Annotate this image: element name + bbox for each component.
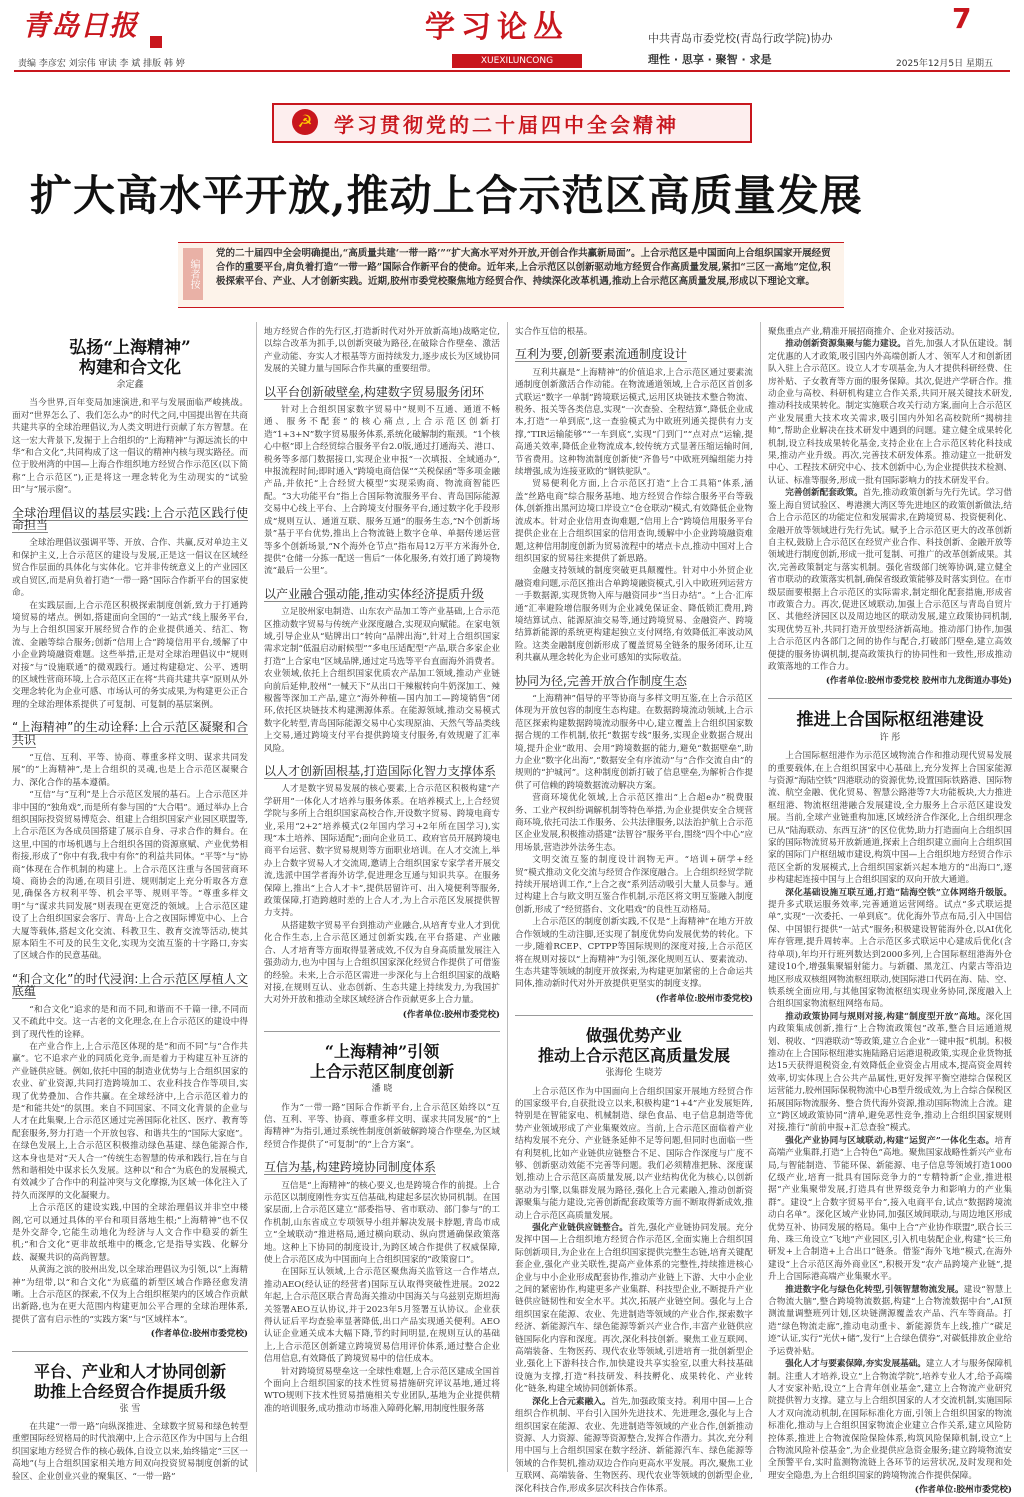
inline-heading: 完善创新配套政策。 (785, 488, 863, 499)
paragraph: 作为“一带一路”国际合作新平台,上合示范区始终以“互信、互利、平等、协商、尊重多样文明、谋求共同发展”的“上海精神”为指引,通过系统性制度创新破解跨境合作壁垒,为区域经贸合作提供了“可复制”的“上合方案”。 (264, 1102, 500, 1150)
column-motto: 理性 · 思享 · 聚智 · 求是 (648, 53, 772, 66)
page-number: 7 (952, 2, 972, 35)
column-1 (12, 338, 248, 1482)
paragraph: “和合文化”追求的是和而不同,和谐而不千篇一律,不同而又不疏此中交。这一古老的文化理念,在上合示范区的建设中得到了现代性的诠释。 (12, 1004, 248, 1040)
section-subtitle: 以平台创新破壁垒,构建数字贸易服务闭环 (264, 384, 484, 399)
author-affiliation: (作者单位:胶州市委党校) (655, 993, 753, 1004)
author-affiliation: (作者单位:胶州市委党校) (150, 1329, 248, 1340)
inline-heading: 强化产业协同与区域联动,构建“运贸产”一体化生态。 (785, 1135, 995, 1146)
paragraph: 推动创新资源集聚与能力建设。首先,加强人才队伍建设。制定优惠的人才政策,吸引国内外高端创新人才、领军人才和创新团队入驻上合示范区。设立人才专项基金,为人才提供科研经费、住房补贴、子女教育等方面的服务保障。其次,促进产学研合作。推动企业与高校、科研机构建立合作关系,共同开展关键技术研发,推动科技成果转化。制定实施联合攻关行动方案,面向上合示范区产业发展重大技术攻关需求,吸引国内外知名高校院所“揭榜挂帅”,帮助企业解决在技术研发中遇到的问题。建立健全成果转化机制,设立科技成果转化基金,支持企业在上合示范区转化科技成果,推动产业升级。再次,完善技术研发体系。推动建立一批研发中心、工程技术研究中心、技术创新中心,为企业提供技术检测、认证、标准等服务,形成一批有国际影响力的技术研发平台。 (768, 339, 1012, 486)
paragraph: 在产业合作上,上合示范区体现的是“和而不同”与“合作共赢”。它不追求产业的同质化竞争,而是着力于构建互补互济的产业链供应链。例如,依托中国的制造业优势与上合组织国家的农业、矿业资源,共同打造跨境加工、农业科技合作等项目,实现了优势叠加、合作共赢。在全球经济中,上合示范区着力的是“和能共处”的氛围。来自不同国家、不同文化背景的企业与人才在此集聚,上合示范区通过完善国际化社区、医疗、教育等配套服务,努力打造一个开放包容、和谐共生的“国际大家庭”。在绿色发展上,上合示范区积极推动绿色基建、绿色能源合作,这本身也是对“天人合一”传统生态智慧的传承和践行,旨在与自然和谐相处中谋求长久发展。这种以“和合”为底色的发展模式,有效减少了合作中的利益冲突与文化摩擦,为区域一体化注入了持久而深厚的文化凝聚力。 (12, 1041, 248, 1201)
paragraph: “互信、互利、平等、协商、尊重多样文明、谋求共同发展”的“上海精神”,是上合组织的灵魂,也是上合示范区凝聚合力、深化合作的基本遵循。 (12, 752, 248, 788)
paragraph: 金融支持领域的制度突破更具颠覆性。针对中小外贸企业融资难问题,示范区推出合单跨境融资模式,引入中欧班列运营方一手数据源,实现货物入库与融资同步“当日办结”。“上合·汇库通”汇率避险增信服务则为企业减免保证金、降低锁汇费用,跨境结算试点、能源原油交易等,通过跨境贸易、金融资产、跨境结算新能源的系统更构建起独立支付网络,有效降低汇率波动风险。这类金融制度创新形成了覆盖贸易全链条的服务闭环,让互利共赢从理念转化为企业可感知的实际收益。 (515, 566, 753, 664)
inline-heading: 推动创新资源集聚与能力建设。 (785, 339, 906, 350)
section-subtitle: 全球治理倡议的基层实践:上合示范区践行使命担当 (12, 505, 248, 533)
paragraph: 完善创新配套政策。首先,推动政策创新与先行先试。学习借鉴上海自贸试验区、粤港澳大湾区等先进地区的政策创新做法,结合上合示范区的功能定位和发展需求,在跨境贸易、投资便利化、金融开放等领域进行先行先试。赋予上合示范区更大的改革创新自主权,鼓励上合示范区在经贸产业合作、科技创新、金融开放等领域进行制度创新,形成一批可复制、可推广的改革创新成果。其次,完善政策制定与落实机制。强化省级部门统筹协调,建立健全省市联动的政策落实机制,确保省级政策能够及时落实到位。在市级层面要根据上合示范区的实际需求,制定细化配套措施,形成省市政策合力。再次,促进区域联动,加强上合示范区与青岛自贸片区、其他经济园区以及周边地区的联动发展,建立政策协同机制,实现优势互补,共同打造开放型经济新高地。推动部门协作,加强上合示范区内各部门之间的协作与配合,打破部门壁垒,建立高效便捷的服务协调机制,提高政策执行的协同性和一致性,形成推动政策落地的工作合力。 (768, 488, 1012, 672)
masthead (0, 0, 1024, 70)
paragraph: 实合作互信的根基。 (515, 327, 593, 337)
section-subtitle: “和合文化”的时代浸润:上合示范区厚植人文底蕴 (12, 971, 248, 999)
section-subtitle: 互信为基,构建跨境协同制度体系 (264, 1160, 436, 1175)
paragraph: 上合示范区的建设实践,中国的全球治理倡议并非空中楼阁,它可以通过具体的平台和项目落地生根;“上海精神”也不仅是外交辞令,它能生动地化为经济与人文合作中稳妥的新生机;“和合文化”更非故纸堆中的概念,它是指导实践、化解分歧、凝聚共识的高尚智慧。 (12, 1203, 248, 1263)
editor-credits: 责编 李彦宏 刘宗伟 审读 李 斌 排版 韩 婷 (18, 59, 185, 69)
newspaper-logo: 青岛日报 (22, 9, 139, 42)
inline-heading: 深化上合元素融入。 (532, 1396, 611, 1407)
paragraph: 深化上合元素融入。首先,加强政策支持。利用中国—上合组织合作机制、平台引入国外先进技术、先进理念,强化与上合组织国家在能源、农业、先进制造等领域的产业合作,创新推动资源、人力资源、能源等资源整合,发挥合作潜力。其次,充分利用中国与上合组织国家在数字经济、新能源汽车、绿色能源等领域的合作契机,推动双边合作向更高水平发展。再次,聚焦工业互联网、高端装备、生物医药、现代农业等领域的创新型企业,深化科技合作,形成多层次科技合作体系。 (515, 1396, 753, 1494)
masthead-divider (14, 70, 1010, 72)
article-author: 张海伦 生晓芳 (605, 1068, 663, 1079)
article-title: 做强优势产业 推动上合示范区高质量发展 (537, 1026, 730, 1066)
column-4 (768, 326, 1012, 1496)
inline-heading: 强化产业链供应链整合。 (532, 1223, 629, 1233)
page-headline: 扩大高水平开放,推动上合示范区高质量发展 (30, 171, 863, 220)
column-pinyin: XUEXILUNCONG (452, 54, 582, 68)
column-title: 学习论丛 (425, 10, 569, 45)
column-3 (515, 326, 753, 1494)
article-title: 推进上合国际枢纽港建设 (796, 709, 984, 730)
column-divider (760, 322, 761, 1472)
inline-heading: 推动政策协同与规则对接,构建“制度型开放”高地。 (785, 1011, 986, 1022)
paragraph: 针对上合组织国家数字贸易中“规则不互通、通道不畅通、服务不配套”的核心痛点,上合示范区创新打造“1+3+N”数字贸易服务体系,系统化破解制约瓶颈。“1个核心中枢”即上合经贸综合服务平台2.0版,通过打通海关、港口、税务等多部门数据接口,实现企业申报“一次填报、全域通办”,申报流程时间;即时通入“跨境电商信保”“关税保函”等多项金融产品,并依托“上合经贸大模型”实现采购商、物流商智能匹配。“3大功能平台”指上合国际物流服务平台、青岛国际能源交易中心线上平台、上合跨境支付服务平台,通过数字化手段形成“规则互认、通道互联、服务互通”的服务生态,“N个创新场景”基于平台优势,推出上合物流链上数字仓单、单据传递运营等多个创新场景,“N个海外仓节点”指布局12万平方米海外仓,提供“仓储一分拣一配送一售后”一体化服务,有效打通了跨境物流“最后一公里”。 (264, 405, 500, 577)
paragraph: 营商环境优化领域,上合示范区推出“上合超e办”税费服务、工业产权纠纷调解机制等特色举措,为企业提供安全合规营商环境,依托司法工作服务、公共法律服务,以法治护航上合示范区企业发展,积极推动搭建“法智谷”服务平台,围绕“四个中心”应用场景,营造涉外法务生态。 (515, 793, 753, 853)
article-author: 余定鑫 (116, 380, 144, 390)
article-divider (515, 1015, 753, 1016)
article-title: “上海精神”引领 上合示范区制度创新 (309, 1042, 454, 1082)
inline-heading: 推进数字化与绿色化转型,引领智慧物流发展。 (785, 1284, 964, 1295)
hammer-sickle-icon: ☭ (292, 109, 318, 135)
theme-banner-text: 学习贯彻党的二十届四中全会精神 (334, 113, 679, 137)
paragraph: 上合示范区作为中国面向上合组织国家开展地方经贸合作的国家级平台,自获批设立以来,积极构建“1+4”产业发展矩阵,特别是在智能家电、机械制造、绿色食品、电子信息制造等优势产业领域形成了产业集聚效应。当前,上合示范区面临着产业结构发展不充分、产业链条延伸不足等问题,但同时也面临一些有利契机,比如产业链供应链整合不足、国际合作深度与广度不够、创新驱动效能不完善等问题。我们必须精准把脉、深度谋划,推动上合示范区高质量发展,以产业结构优化为核心,以创新驱动为引擎,以集群发展为路径,强化上合元素融入,推动创新资源聚集与能力建设,完善创新配套政策等方面不断取得新成效,推动上合示范区高质量发展。 (515, 1086, 753, 1221)
column-divider (507, 322, 508, 1472)
paragraph: 聚焦重点产业,精准开展招商推介、企业对接活动。 (768, 327, 960, 337)
issue-date: 2025年12月5日 星期五 (896, 59, 993, 69)
section-subtitle: “上海精神”的生动诠释:上合示范区凝聚和合共识 (12, 720, 248, 747)
paragraph: 针对跨境贸易壁垒这一全球性难题,上合示范区建成全国首个面向上合组织国家的技术性贸易措施研究评议基地,通过将WTO规则下技术性贸易措施相关专业团队,基地为企业提供精准的培训服务,成功推动市场准入障碍化解,用制度性服务落 (264, 1366, 500, 1414)
inline-heading: 强化人才与要素保障,夯实发展基础。 (785, 1359, 926, 1370)
inline-heading: 深化基础设施互联互通,打造“陆海空铁”立体网络升级版。 (785, 887, 1012, 898)
paragraph: “互信”与“互利”是上合示范区发展的基石。上合示范区并非中国的“独角戏”,而是所有参与国的“大合唱”。通过举办上合组织国际投资贸易博览会、组建上合组织国家产业园区联盟等,上合示范区为各成员国搭建了展示自身、寻求合作的舞台。在这里,中国的市场机遇与上合组织各国的资源禀赋、产业优势相衔接,形成了“你中有我,我中有你”的利益共同体。“平等”与“协商”体现在合作机制的构建上。上合示范区注重与各国营商环境、商协会的沟通,在项目引进、规则制定上充分听取各方意见,确保各方权利平等、机会平等、规则平等。“尊重多样文明”与“谋求共同发展”则表现在更宽泛的领域。上合示范区建设了上合组织国家会客厅、青岛·上合之夜国际博览中心、上合大厦等载体,搭起文化交流、科教卫生、教育交流等活动,使其原本陌生不可及的民生文化,实现为交流互鉴的十字路口,夯实了区域合作的民意基础。 (12, 790, 248, 962)
article-title: 弘扬“上海精神” 构建和合文化 (69, 338, 191, 378)
section-subtitle: 协同为径,完善开放合作制度生态 (515, 673, 687, 688)
paragraph: 互信是“上海精神”的核心要义,也是跨境合作的前提。上合示范区以制度刚性夯实互信基础,构建起多层次协同机制。在国家层面,上合示范区建立“部委指导、省市联动、部门参与”的工作机制,山东省成立专项领导小组并解决发展卡脖题,青岛市成立“全域联动”推进格局,通过横向联动、纵向贯通确保政策落地。这种上下协同的制度设计,为跨区域合作提供了权威保障,使上合示范区成为中国面向上合组织国家的“政策窗口”。 (264, 1180, 500, 1265)
article-author: 许 彤 (879, 732, 901, 743)
organizer: 中共青岛市委党校(青岛行政学院)协办 (648, 32, 833, 45)
column-divider (256, 322, 257, 1472)
paragraph: 全球治理倡议强调平等、开放、合作、共赢,反对单边主义和保护主义,上合示范区的建设与发展,正是这一倡议在区域经贸合作层面的具体化与实体化。它并非传统意义上的产业园区或自贸区,而是肩负着打造“一带一路”国际合作新平台的国家使命。 (12, 538, 248, 599)
paragraph: 推进数字化与绿色化转型,引领智慧物流发展。建设“智慧上合物流大脑”,整合跨境物流数据,构建“上合物流数据中台”,AI预测流量调整班列计划,区块链溯源覆盖农产品、汽车等商品。打造“绿色物流走廊”,推动电动重卡、新能源货车上线,推广“碳足迹”认证,实行“光伏+储”,发行“上合绿色债券”,对碳低排放企业给予运费补贴。 (768, 1284, 1012, 1357)
article-divider (768, 698, 1012, 699)
column-2 (264, 326, 500, 1476)
article-divider (12, 1351, 248, 1352)
paragraph: 推动政策协同与规则对接,构建“制度型开放”高地。深化国内政策集成创新,推行“上合物流政策包”改革,整合目运通道规划、税收、“四港联动”等政策,建立合企业“一键申报”机制。积极推动在上合国际枢纽港实施陆路启运港退税政策,实现企业货物抵达15天获得退税资金,有效降低企业资金占用成本,提高资金周转效率,切实体现上合公共产品属性,更好发挥平衡空港综合保税区运营能力,胶州国际保税物流中心B型升级成效,为上合综合保税区拓展国际物流服务、整合货代海外资源,推动国际物流上合流。建立“跨区域政策协同”清单,避免恶性竞争,推动上合组织国家规则对接,推行“前前申报+汇总查验”模式。 (768, 1011, 1012, 1134)
section-subtitle: 互利为要,创新要素流通制度设计 (515, 347, 687, 362)
paragraph: 当今世界,百年变局加速演进,和平与发展面临严峻挑战。面对“世界怎么了、我们怎么办”的时代之问,中国提出智在共商共建共享的全球治理倡议,为人类文明进行贡献了东方智慧。在这一宏大背景下,发掘于上合组织的“上海精神”与源远流长的中华“和合文化”,共同构成了这一倡议的精神内核与现实路径。而位于胶州湾的中国—上海合作组织地方经贸合作示范区(以下简称“上合示范区”),正是将这一理念转化为生动现实的“试验田”与“展示窗”。 (12, 398, 248, 496)
paragraph: 深化基础设施互联互通,打造“陆海空铁”立体网络升级版。提升多式联运服务效率,完善通道运营网络。试点“多式联运提单”,实现“一次委托、一单到底”。优化海外节点布局,引入中国信保、中国银行提供“一站式”服务;积极建设智能海外仓,以AI优化库存管理,提升周转率。上合示范区多式联运中心建成后优化(含待单项),年均开行班列数达到2000多列,上合国际枢纽港海外仓建设10个,增强集聚辐射能力。与新疆、黑龙江、内蒙古等沿边地区形成双核组网物流枢纽联动,使国际港口代码在海、陆、空、铁系统全面应用,与其他国家物流枢纽实现业务协同,深度融入上合组织国家物流枢纽网络布局。 (768, 887, 1012, 1010)
paragraph: 在国际互认领域,上合示范区聚焦海关监管这一合作堵点,推动AEO(经认证的经营者)国际互认取得突破性进展。2022年起,上合示范区联合青岛海关推动中国海关与乌兹别克斯坦海关签署AEO互认协议,并于2023年5月签署互认协议。企业获得认证后平均查验率显著降低,出口产品实现通关便利。AEO认证企业通关成本大幅下降,节约时间明显,在规则互认的基础上,上合示范区创新建立跨境贸易信用评价体系,通过整合企业信用信息,有效降低了跨境贸易中的信任成本。 (264, 1267, 500, 1365)
paragraph: 从黄海之滨的胶州出发,以全球治理倡议为引领,以“上海精神”为纽带,以“和合文化”为底蕴的新型区域合作路径愈发清晰。上合示范区的探索,不仅为上合组织框架内的区域合作贡献出新路,也为在更大范围内构建更加公平合理的全球治理体系,提供了富有启示性的“实践方案”与“区域样本”。 (12, 1265, 248, 1325)
paragraph: 文明交流互鉴的制度设计润物无声。“培训+研学+经贸”模式推动文化交流与经贸合作深度融合。上合组织经贸学院持续开展培训工作,“上合之夜”系列活动吸引大量人员参与。通过构建上合与欧文明互鉴合作机制,示范区将文明互鉴融入制度创新,形成了“经贸搭台、文化唱戏”的良性互动格局。 (515, 855, 753, 915)
paragraph: 强化产业链供应链整合。首先,强化产业链协同发展。充分发挥中国—上合组织地方经贸合作示范区,全面实施上合组织国际创新项目,为企业在上合组织国家提供完整生态链,培育关键配套企业,强化产业关联性,提高产业体系的完整性,持续推进核心企业与中小企业形成配套协作,推动产业链上下游、大中小企业之间的紧密协作,构建更多产业集群、科技型企业,不断提升产业链供应链韧性和安全水平。其次,拓展产业链空间。强化与上合组织国家在能源、农业、先进制造等领域的产业合作,探索数字经济、新能源汽车、绿色能源等新兴产业合作,丰富产业链供应链国际化内容和深度。再次,深化科技创新。聚焦工业互联网、高端装备、生物医药、现代农业等领域,引进培育一批创新型企业,强化上下游科技合作,加快建设共享实验室,以重大科技基础设施为支撑,打造“科技研发、科技孵化、成果转化、产业转化”链条,构建全域协同创新体系。 (515, 1223, 753, 1395)
article-title: 平台、产业和人才协同创新 助推上合经贸合作提质升级 (33, 1361, 226, 1401)
paragraph: 从搭建数字贸易平台到推动产业融合,从培育专业人才到优化合作生态,上合示范区通过创新实践,在平台搭建、产业融合、人才培育等方面取得显著成效,不仅为自身高质量发展注入强劲动力,也为中国与上合组织国家深化经贸合作提供了可借鉴的经验。未来,上合示范区需进一步深化与上合组织国家的战略对接,在规则互认、业态创新、生态共建上持续发力,为我国扩大对外开放和推动全球区域经济合作贡献更多上合力量。 (264, 920, 500, 1006)
article-author: 张 雪 (119, 1403, 141, 1414)
paragraph: 在实践层面,上合示范区积极探索制度创新,致力于打通跨境贸易的堵点。例如,搭建面向全国的“一站式”线上服务平台,为与上合组织国家开展经贸合作的企业提供通关、结汇、物流、金融等综合服务;创新“信用上合”跨境信用平台,缓解了中小企业跨境融资难题。这些举措,正是对全球治理倡议中“规则对接”与“设施联通”的微观践行。通过构建稳定、公平、透明的区域性营商环境,上合示范区正在将“共商共建共享”原则从外交理念转化为企业可感、市场认可的务实成果,为构建更公正合理的全球治理体系提供了可复制、可复制的基层案例。 (12, 600, 248, 710)
paragraph: 贸易便利化方面,上合示范区打造“上合工具箱”体系,涵盖“丝路电商”综合服务基地、地方经贸合作综合服务平台等载体,创新推出黑河边境口岸设立“仓仓联动”模式,有效降低企业物流成本。针对企业信用查询难题,“信用上合”跨境信用服务平台提供企业在上合组织国家的信用查询,缓解中小企业跨境融资难题,这种信用制度创新为贸易流程中的堵点卡点,推动中国对上合组织国家的贸易往来提供了新思路。 (515, 479, 753, 564)
paragraph: 人才是数字贸易发展的核心要素,上合示范区积极构建“产学研用”一体化人才培养与服务体系。在培养模式上,上合经贸学院与多所上合组织国家高校合作,开设数字贸易、跨境电商专业,采用“2+2”培养模式(2年国内学习+2年所在国学习),实现“本土培养、国际适配”;面向企业员工、政府官员开展跨境电商平台运营、数字贸易规则等方面职业培训。在人才交流上,举办上合数字贸易人才交流周,邀请上合组织国家专家学者开展交流,选派中国学者海外访学,促进理念互通与知识共享。在服务保障上,推出“上合人才卡”,提供居留许可、出入境便利等服务,政策保障,打造跨越时差的上合人才,为上合示范区发展提供智力支持。 (264, 784, 500, 919)
editor-note-label: 编者按 (183, 248, 203, 300)
article-divider (264, 1031, 500, 1032)
logo-seal-icon (150, 36, 162, 48)
section-subtitle: 以人才创新固根基,打造国际化智力支撑体系 (264, 764, 496, 778)
paragraph: 强化产业协同与区域联动,构建“运贸产”一体化生态。培育高端产业集群,打造“上合特色”高地。聚焦国家战略性新兴产业布局,与智能制造、节能环保、新能源、电子信息等领域打造1000亿级产业,培育一批具有国际竞争力的“专精特新”企业,推进根据“产业集聚带发展,打造具有世界级竞争力和影响力的产业集群”。建设“上合数字贸易平台”,接入电商平台,试点“数据跨境流动白名单”。深化区域产业协同,加强区域间联动,与周边地区形成优势互补、协同发展的格局。集中上合“产业协作联盟”,联合长三角、珠三角设立“飞地”产业园区,引入机电装配企业,构建“长三角研发+上合制造+上合出口”链条。借鉴“海外飞地”模式,在海外建设“上合示范区海外商业区”,积极开发“农产品跨境产业链”,提升上合国际港高端产业集聚水平。 (768, 1135, 1012, 1283)
paragraph: 强化人才与要素保障,夯实发展基础。建立人才与服务保障机制。注重人才培养,设立“上合物流学院”,培养专业人才,给予高端人才安家补贴,设立“上合青年创业基金”,建立上合物流产业研究院提供智力支撑。建立与上合组织国家的人才交流机制,实施国际人才双向流动机制,在国际标准化方面,引领上合组织国家的物流标准化,推动与上合组织国家物流企业建立合作关系,建立风险防控体系,推进上合物流保险保险体系,构筑风险保障机制,设立“上合物流风险补偿基金”,为企业提供应急资金服务;建立跨境物流安全预警平台,实时监测物流链上各环节的运营状况,及时发现和处理安全隐患,为上合组织国家的跨境物流合作提供保障。 (768, 1359, 1012, 1481)
editor-note-text: 党的二十届四中全会明确提出,“高质量共建‘一带一路’”“扩大高水平对外开放,开创合作共赢新局面”。上合示范区是中国面向上合组织国家开展经贸合作的重要平台,肩负着打造“一带一路”国际合作新平台的使命。近年来,上合示范区以创新驱动地方经贸合作高质量发展,紧扣“三区一高地”定位,积极探索平台、产业、人才创新实践。近期,胶州市委党校聚焦地方经贸合作、持续深化改革机遇,推动上合示范区高质量发展,形成以下理论文章。 (216, 248, 831, 287)
section-subtitle: 以产业融合强动能,推动实体经济提质升级 (264, 586, 484, 601)
article-author: 潘 晓 (371, 1084, 393, 1095)
author-affiliation: (作者单位:胶州市委党校) (402, 1009, 500, 1020)
author-affiliation: (作者单位:胶州市委党校 胶州市九龙街道办事处) (825, 676, 1012, 687)
paragraph: “上海精神”倡导的平等协商与多样文明互鉴,在上合示范区体现为开放包容的制度生态构建。在数据跨境流动领域,上合示范区探索构建数据跨境流动服务中心,建立覆盖上合组织国家数据合规的工作机制,依托“数据专线”服务,实现企业数据合规出境,提升企业“敢用、会用”跨境数据的能力,避免“数据壁垒”,助力企业“数字化出海”,“数据安全有序流动”与“合作交流自由”的规则的“护城河”。这种制度创新打破了信息壁垒,为解析合作提供了可信赖的跨境数据流动解决方案。 (515, 693, 753, 791)
paragraph: 在共建“一带一路”向纵深推进、全球数字贸易和绿色转型重塑国际经贸格局的时代浪潮中,上合示范区作为中国与上合组织国家地方经贸合作的核心载体,自设立以来,始终锚定“三区一高地”(与上合组织国家相关地方间双向投资贸易制度创新的试验区、企业创业兴业的聚集区、“一带一路” (12, 1422, 248, 1482)
paragraph: 上合示范区的制度创新实践,不仅是“上海精神”在地方开放合作领域的生动注脚,还实现了制度优势向发展优势的转化。下一步,随着RCEP、CPTPP等国际规则的深度对接,上合示范区将在规则对接以“上海精神”为引领,深化规则互认、要素流动、生态共建等领域的制度开放探索,为构建更加紧密的上合命运共同体,推动新时代对外开放提供更坚实的制度支撑。 (515, 917, 753, 990)
paragraph: 互利共赢是“上海精神”的价值追求,上合示范区通过要素流通制度创新激活合作动能。在物流通道领域,上合示范区首创多式联运“数字一单制”跨境联运模式,运用区块链技术整合物流、税务、报关等各类信息,实现“一次查验、全程结算”,降低企业成本,打造“一单到底”,这一查验模式为中欧班列通关提供有力支撑,“TIR运输能够”“一车到底”,实现“门到门”“点对点”运输,提高通关效率,降低企业物流成本,较传统方式显著压缩运输时间,节省费用。这种物流制度创新使“齐鲁号”中欧班列编组能力持续增强,成为连接亚欧的“钢铁驼队”。 (515, 367, 753, 478)
paragraph: 立足胶州家电制造、山东农产品加工等产业基础,上合示范区推动数字贸易与传统产业深度融合,实现双向赋能。在家电领域,引导企业从“贴牌出口”转向“品牌出海”,针对上合组织国家需求定制“低温启动耐候型”“多电压适配型”产品,联合多家企业打造“上合家电”区域品牌,通过定马选等平台直面海外消费者。农业领域,依托上合组织国家优质农产品加工领域,推动产业链向前后延伸,胶州“一械天下”从出口干辣椒转向牛奶深加工、辣椒酱等深加工产品,建立“海外种植—国内加工—跨境销售”闭环,依托区块链技术构建溯源体系。在能源领域,推动交易模式数字化转型,青岛国际能源交易中心实现原油、天然气等品类线上交易,通过跨境支付平台提供跨境支付服务,有效规避了汇率风险。 (264, 607, 500, 754)
paragraph: 上合国际枢纽港作为示范区域物流合作和推动现代贸易发展的重要载体,在上合组织国家中心基础上,充分发挥上合国家能源与资源“海陆空铁”四港联动的资源优势,设置国际铁路港、国际物流、航空金融、优化贸易、智慧公路港等7大功能板块,大力推进枢纽港、物流枢纽港融合发展建设,全力服务上合示范区建设发展。当前,全球产业链重构加速,区域经济合作深化,上合组织理念已从“陆海联动、东西互济”的区位优势,助力打造面向上合组织国家的国际物流贸易开放新通道,探索上合组织建立面向上合组织国家的国际门户枢纽城市建设,构筑中国—上合组织地方经贸合作示范区全新的发展模式,上合组织国家新兴起本地方的“出海口”,逐步构建起连接中国与上合组织国家的双向开放大通道。 (768, 751, 1012, 886)
author-affiliation: (作者单位:胶州市委党校) (914, 1485, 1012, 1496)
paragraph: 地方经贸合作的先行区,打造新时代对外开放新高地)战略定位,以综合改革为抓手,以创新突破为路径,在破除合作壁垒、激活产业动能、夯实人才根基等方面持续发力,逐步成长为区域协同发展的关键力量与国际合作共赢的重要纽带。 (264, 327, 500, 375)
